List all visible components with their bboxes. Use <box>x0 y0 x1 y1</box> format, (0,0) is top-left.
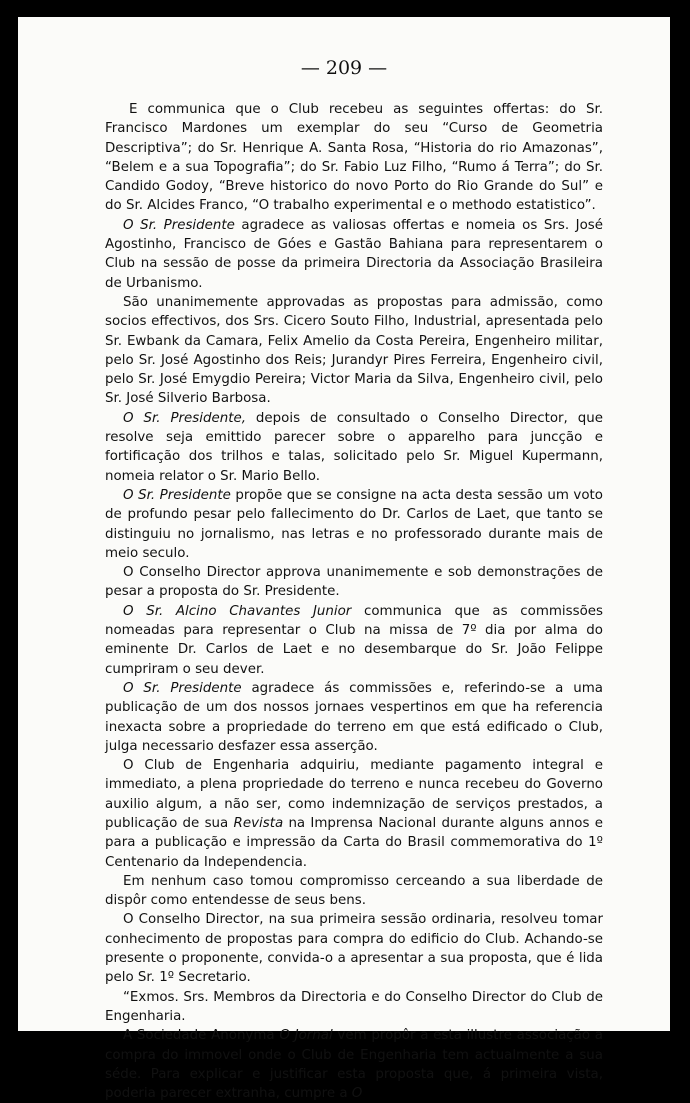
italic-run: Revista <box>233 815 284 831</box>
italic-run: O Sr. Presidente <box>123 217 235 233</box>
text-run: Em nenhum caso tomou compromisso cerceando a sua liberdade de dispôr como entendesse de seus bens. <box>105 873 603 909</box>
paragraph <box>105 910 603 987</box>
italic-run: O Sr. Presidente <box>123 487 231 503</box>
document-page <box>18 17 670 1102</box>
text-run: agradece as valiosas offertas e nomeia os Srs. José Agostinho, Francisco de Góes e Gastão Bahiana para representarem o Club na sessão de posse da primeira Directoria da Associação Brasileira de Urbanismo. <box>105 217 603 291</box>
paragraph <box>105 486 603 563</box>
italic-run: O Jornal <box>279 1028 333 1044</box>
text-run: A Sociedade Anonyma <box>123 1028 280 1044</box>
paragraph <box>105 872 603 911</box>
text-run: agradece ás commissões e, referindo-se a uma publicação de um dos nossos jornaes vespertinos em que ha referencia inexacta sobre a propriedade do terreno em que está edificado o Club, julga necessario desfazer essa asserção. <box>105 680 603 754</box>
text-run: O Conselho Director, na sua primeira sessão ordinaria, resolveu tomar conhecimento de propostas para compra do edificio do Club. Achando-se presente o proponente, convida-o a apresentar a sua proposta, que é lida pelo Sr. 1º Secretario. <box>105 912 603 986</box>
paragraph <box>105 988 603 1027</box>
page-number: — 209 — <box>300 57 388 79</box>
italic-run: O <box>351 1086 363 1102</box>
paragraph <box>105 100 603 216</box>
paragraph <box>105 293 603 409</box>
text-run: propõe que se consigne na acta desta sessão um voto de profundo pesar pelo fallecimento do Dr. Carlos de Laet, que tanto se distinguiu no jornalismo, nas letras e no professorado durante mais de meio seculo. <box>105 487 603 561</box>
text-run: O Club de Engenharia adquiriu, mediante pagamento integral e immediato, a plena propriedade do terreno e nunca recebeu do Governo auxilio algum, a não ser, como indemnização de serviços prestados, a publicação de sua <box>105 758 603 831</box>
italic-run: O Sr. Presidente <box>123 680 242 696</box>
text-run: communica que as commissões nomeadas para representar o Club na missa de 7º dia por alma do eminente Dr. Carlos de Laet e no desembarque do Sr. João Felippe cumpriram o seu dever. <box>105 603 603 677</box>
paragraph <box>105 409 603 486</box>
paragraph <box>105 1026 603 1103</box>
paragraph <box>105 602 603 679</box>
text-run: “Exmos. Srs. Membros da Directoria e do Conselho Director do Club de Engenharia. <box>105 989 603 1024</box>
italic-run: O Sr. Presidente, <box>123 410 246 426</box>
body-text <box>105 100 603 1103</box>
text-run: na Imprensa Nacional durante alguns annos e para a publicação e impressão da Carta do Brasil commemorativa do 1º Centenario da Independencia. <box>105 815 603 870</box>
paragraph <box>105 216 603 293</box>
paragraph <box>105 563 603 602</box>
paragraph <box>105 756 603 872</box>
text-run: vem propôr a esta illustre associação a compra do immovel onde o Club de Engenharia tem actualmente a sua séde. Para explicar e justificar esta proposta que, á primeira vista, poderia parecer extranha, cumpre a <box>105 1028 603 1102</box>
text-run: depois de consultado o Conselho Director, que resolve seja emittido parecer sobre o apparelho para juncção e fortificação dos trilhos e talas, solicitado pelo Sr. Miguel Kupermann, nomeia relator o Sr. Mario Bello. <box>105 410 603 484</box>
text-run: São unanimemente approvadas as propostas para admissão, como socios effectivos, dos Srs. Cicero Souto Filho, Industrial, apresentada pelo Sr. Ewbank da Camara, Felix Amelio da Costa Pereira, Engenheiro militar, pelo Sr. José Agostinho dos Reis; Jurandyr Pires Ferreira, Engenheiro civil, pelo Sr. José Emygdio Pereira; Victor Maria da Silva, Engenheiro civil, pelo Sr. José Silverio Barbosa. <box>105 294 603 407</box>
paragraph <box>105 679 603 756</box>
text-run: O Conselho Director approva unanimemente e sob demonstrações de pesar a proposta do Sr. Presidente. <box>105 565 603 600</box>
italic-run: O Sr. Alcino Chavantes Junior <box>123 603 352 619</box>
text-run: E communica que o Club recebeu as seguintes offertas: do Sr. Francisco Mardones um exemplar do seu “Curso de Geometria Descriptiva”; do Sr. Henrique A. Santa Rosa, “Historia do rio Amazonas”, “Belem e a sua Topografia”; do Sr. Fabio Luz Filho, “Rumo á Terra”; do Sr. Candido Godoy, “Breve historico do novo Porto do Rio Grande do Sul” e do Sr. Alcides Franco, “O trabalho experimental e o methodo estatistico”. <box>105 102 603 214</box>
